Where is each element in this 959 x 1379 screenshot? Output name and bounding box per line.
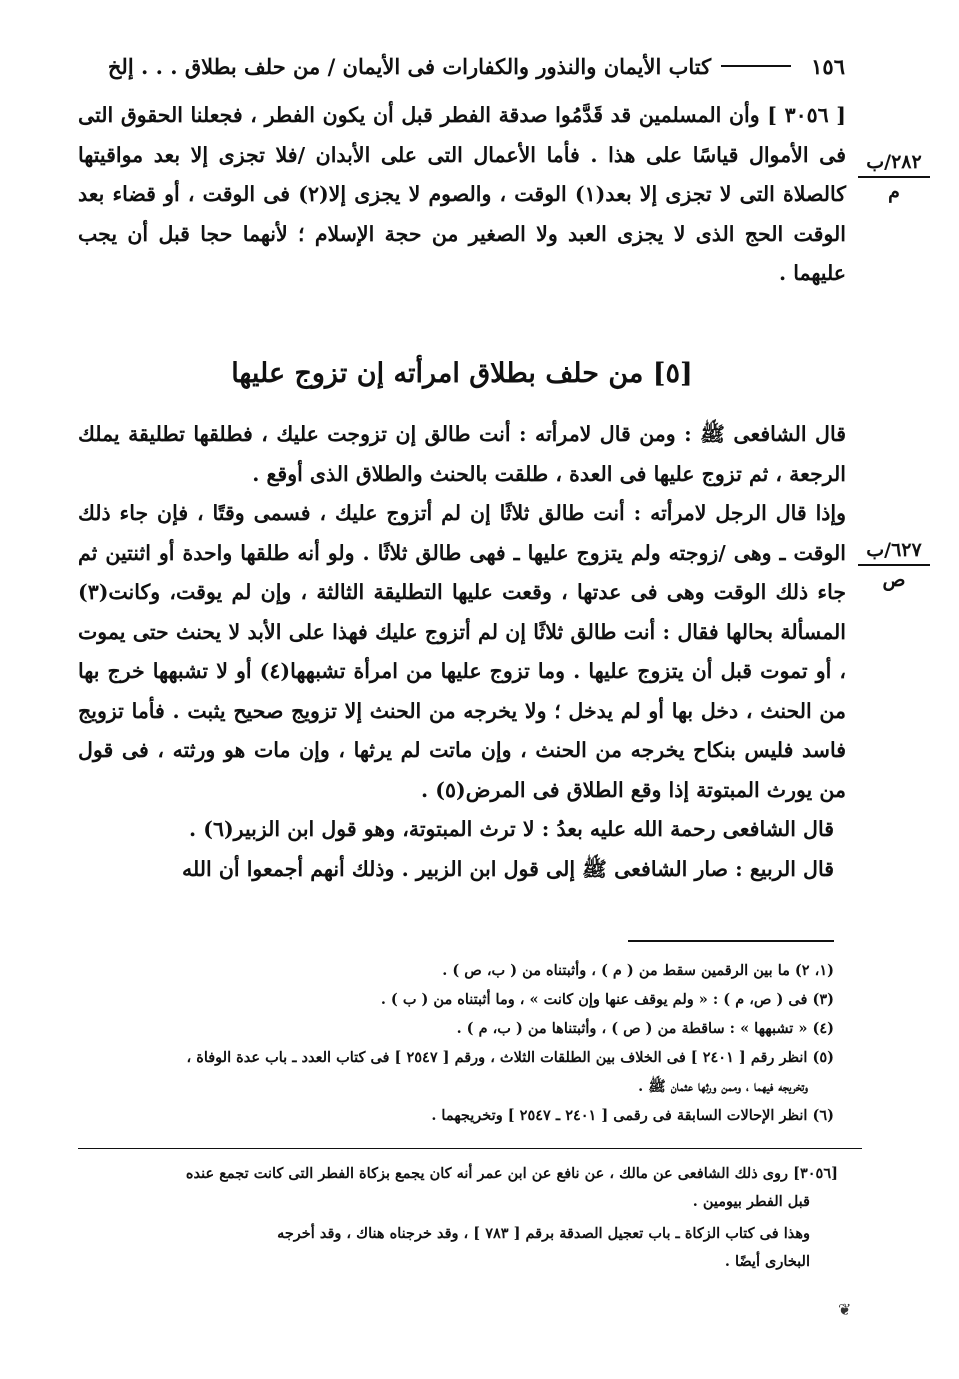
commentary-line-4: البخارى أيضًا .: [724, 1253, 810, 1270]
margin-letter: م: [888, 181, 900, 203]
margin-note-2: [858, 538, 930, 592]
margin-rule: [858, 176, 930, 178]
paragraph-3056: [ ٣٠٥٦ ] وأن المسلمين قد قَدَّمُوا صدقة الفطر قبل أن يكون الفطر ، فجعلنا الحقوق التى فى الأموال قياسًا على هذا . فأما الأعمال التى على الأبدان /فلا تجزى إلا بعد مواقيتها كالصلاة التى لا تجزى إلا بعد(١) الوقت ، والصوم لا يجزى إلا(٢) فى الوقت ، أو قضاء بعد الوقت الحج الذى لا يجزى العبد ولا الصغير من حجة الإسلام ؛ لأنهما حجا قبل أن يجب عليهما .: [78, 103, 846, 285]
commentary-line-2: قبل الفطر بيومين .: [692, 1193, 810, 1210]
margin-ref: ٦٢٧/ب: [866, 539, 922, 561]
footnote-6: (٦) انظر الإحالات السابقة فى رقمى [ ٢٤٠١ ـ ٢٥٤٧ ] وتخريجهما .: [431, 1107, 834, 1124]
commentary-line-1: [٣٠٥٦] روى ذلك الشافعى عن مالك ، عن نافع عن ابن عمر أنه كان يجمع بزكاة الفطر التى كانت تجمع عنده: [185, 1165, 838, 1182]
footnote-5-continued: وتخريجه فيهما ، وممن ورثها عثمان ﷺ .: [638, 1078, 808, 1095]
section-title: [٥] من حلف بطلاق امرأته إن تزوج عليها: [231, 358, 693, 389]
header-rule: [721, 65, 791, 67]
paragraph-3: قال الشافعى رحمة الله عليه بعدُ : لا ترث المبتوتة، وهو قول ابن الزبير(٦) .: [188, 817, 834, 841]
paragraph-2: وإذا قال الرجل لامرأته : أنت طالق ثلاثًا إن لم أتزوج عليك ، فسمى وقتًا ، فإن جاء ذلك الوقت ـ وهى /زوجته ولم يتزوج عليها ـ فهى طالق ثلاثًا . ولو أنه طلقها واحدة أو اثنتين ثم جاء ذلك الوقت وهى فى عدتها ، وقعت عليها التطليقة الثالثة ، وإن لم يوقت، وكانت(٣) المسألة بحالها فقال : أنت طالق ثلاثًا إن لم أتزوج عليك فهذا على الأبد لا يحنث حتى يموت ، أو تموت قبل أن يتزوج عليها . وما تزوج عليها من امرأة تشبهها(٤) أو لا تشبهها خرج بها من الحنث ، دخل بها أو لم يدخل ؛ ولا يخرجه من الحنث إلا تزويج صحيح يثبت . فأما تزويج فاسد فليس بنكاح يخرجه من الحنث ، وإن ماتت لم يرثها ، وإن مات هو ورثته ، فى قول من يورث المبتوتة إذا وقع الطلاق فى المرض(٥) .: [78, 501, 846, 802]
paragraph-1: قال الشافعى ﷺ : ومن قال لامرأته : أنت طالق إن تزوجت عليك ، فطلقها تطليقة يملك الرجعة ، ثم تزوج عليها فى العدة ، طلقت بالحنث والطلاق الذى أوقع .: [78, 422, 846, 486]
text-block-1: [78, 96, 846, 294]
footnote-3: (٣) فى ( ص، م ) : « ولم يوقف عنها وإن كانت » ، وما أثبتناه من ( ب ) .: [380, 991, 834, 1008]
ink-speck-icon: ❦: [838, 1300, 852, 1319]
page-number: ١٥٦: [811, 53, 845, 79]
footnote-1-2: (١، ٢) ما بين الرقمين سقط من ( م ) ، وأثبتناه من ( ب، ص ) .: [442, 962, 834, 979]
running-title: كتاب الأيمان والنذور والكفارات فى الأيمان / من حلف بطلاق . . . إلخ: [107, 53, 712, 79]
margin-rule: [858, 564, 930, 566]
footnote-4: (٤) « تشبهها » : ساقطة من ( ص ) ، وأثبتناها من ( ب، م ) .: [456, 1020, 834, 1037]
margin-note-1: [858, 150, 930, 204]
footnote-separator: [628, 940, 834, 942]
commentary-separator: [78, 1148, 862, 1149]
footnotes: [78, 956, 834, 1130]
text-block-2: [78, 415, 846, 889]
commentary: [78, 1160, 838, 1276]
running-header: [80, 44, 845, 88]
footnote-5: (٥) انظر رقم [ ٢٤٠١ ] فى الخلاف بين الطلقات الثلاث ، ورقم [ ٢٥٤٧ ] فى كتاب العدد ـ باب عدة الوفاة ،: [186, 1049, 834, 1066]
paragraph-4: قال الربيع : صار الشافعى ﷺ إلى قول ابن الزبير . وذلك أنهم أجمعوا أن الله: [181, 856, 834, 881]
margin-ref: ٢٨٢/ب: [866, 151, 922, 173]
commentary-line-3: وهذا فى كتاب الزكاة ـ باب تعجيل الصدقة برقم [ ٧٨٣ ] ، وقد خرجناه هناك ، وقد أخرجه: [277, 1225, 810, 1242]
margin-letter: ص: [882, 569, 906, 591]
